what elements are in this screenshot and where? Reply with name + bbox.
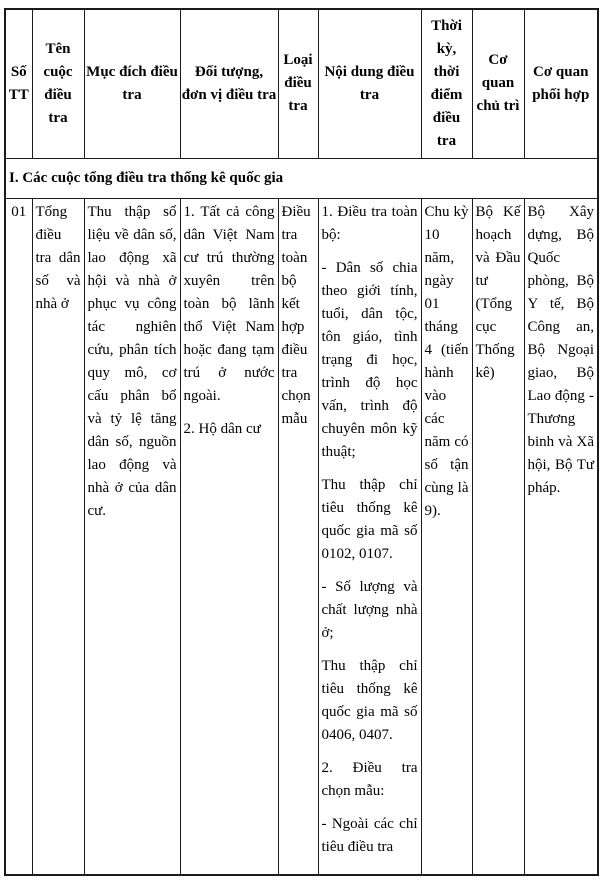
table-row [5, 198, 598, 875]
paragraph: 1. Điều tra toàn bộ: [321, 203, 418, 243]
paragraph: 2. Hộ dân cư [183, 420, 261, 437]
paragraph: Chu kỳ 10 năm, ngày 01 tháng 4 (tiến hành vào các năm có số tận cùng là 9). [424, 203, 469, 519]
header-ten-cuoc-dieu-tra: Tên cuộc điều tra [32, 9, 84, 158]
cell-so-tt: 01 [5, 198, 32, 875]
paragraph: Thu thập chỉ tiêu thống kê quốc gia mã số 0406, 0407. [321, 657, 418, 743]
table-header-row [5, 9, 598, 158]
paragraph: Bộ Xây dựng, Bộ Quốc phòng, Bộ Y tế, Bộ Công an, Bộ Ngoại giao, Bộ Lao động - Thương binh và Xã hội, Bộ Tư pháp. [527, 203, 594, 496]
header-loai-dieu-tra: Loại điều tra [278, 9, 318, 158]
header-co-quan-chu-tri: Cơ quan chủ trì [472, 9, 524, 158]
paragraph: - Ngoài các chỉ tiêu điều tra [321, 815, 418, 855]
survey-program-table [4, 8, 599, 876]
header-so-tt: Số TT [5, 9, 32, 158]
paragraph: Thu thập chỉ tiêu thống kê quốc gia mã số 0102, 0107. [321, 476, 418, 562]
header-noi-dung-dieu-tra: Nội dung điều tra [318, 9, 421, 158]
header-co-quan-phoi-hop: Cơ quan phối hợp [524, 9, 598, 158]
paragraph: Tổng điều tra dân số và nhà ở [35, 203, 81, 312]
cell-loai-dieu-tra [278, 198, 318, 875]
cell-noi-dung-dieu-tra [318, 198, 421, 875]
cell-muc-dich-dieu-tra [84, 198, 180, 875]
paragraph: Thu thập số liệu về dân số, lao động xã hội và nhà ở phục vụ công tác nghiên cứu, phân tích quy mô, cơ cấu phân bố và tỷ lệ tăng dân số, nguồn lao động và nhà ở của dân cư. [87, 203, 177, 519]
cell-co-quan-phoi-hop [524, 198, 598, 875]
cell-thoi-ky-thoi-diem [421, 198, 472, 875]
header-doi-tuong-don-vi: Đối tượng, đơn vị điều tra [180, 9, 278, 158]
header-muc-dich-dieu-tra: Mục đích điều tra [84, 9, 180, 158]
paragraph: 1. Tất cả công dân Việt Nam cư trú thường xuyên trên toàn bộ lãnh thổ Việt Nam hoặc đang tạm trú ở nước ngoài. [183, 203, 275, 404]
paragraph: - Dân số chia theo giới tính, tuổi, dân tộc, tôn giáo, tình trạng đi học, trình độ học vấn, trình độ chuyên môn kỹ thuật; [321, 259, 418, 460]
paragraph: Điều tra toàn bộ kết hợp điều tra chọn mẫu [281, 203, 311, 427]
paragraph: - Số lượng và chất lượng nhà ở; [321, 578, 418, 641]
section-row [5, 158, 598, 198]
cell-doi-tuong-don-vi [180, 198, 278, 875]
header-thoi-ky-thoi-diem: Thời kỳ, thời điểm điều tra [421, 9, 472, 158]
cell-ten-cuoc-dieu-tra [32, 198, 84, 875]
section-title: I. Các cuộc tổng điều tra thống kê quốc gia [5, 158, 598, 198]
cell-co-quan-chu-tri [472, 198, 524, 875]
paragraph: 2. Điều tra chọn mẫu: [321, 759, 418, 799]
paragraph: Bộ Kế hoạch và Đầu tư (Tổng cục Thống kê) [475, 203, 521, 381]
